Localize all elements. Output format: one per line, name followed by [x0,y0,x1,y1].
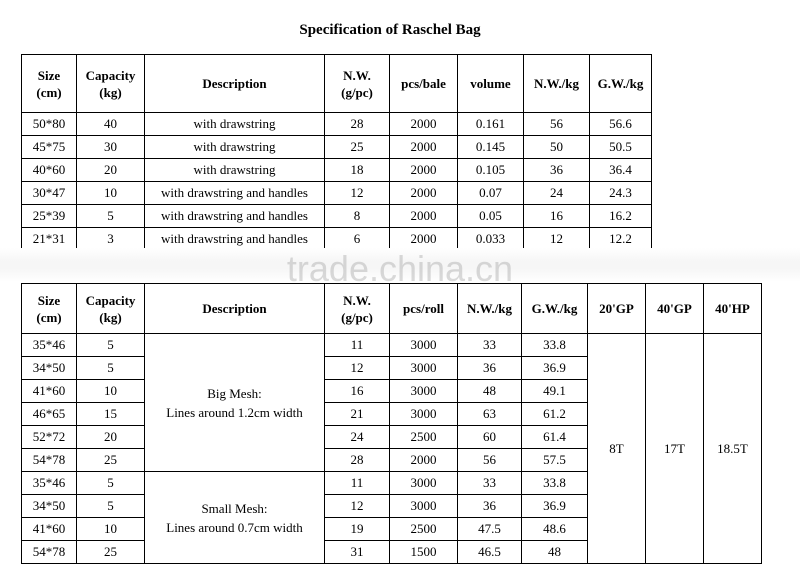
cell-net-weight: 28 [325,449,390,472]
cell-description: with drawstring [145,136,325,159]
cell-pcs: 2000 [390,136,458,159]
cell-nw-kg: 48 [458,380,522,403]
cell-size: 41*60 [22,380,77,403]
cell-capacity: 15 [77,403,145,426]
cell-size: 40*60 [22,159,77,182]
cell-capacity: 5 [77,472,145,495]
header-size: Size (cm) [22,55,77,113]
table-header-row [22,55,652,113]
watermark: trade.china.cn [286,248,514,289]
header-40hp: 40'HP [704,284,762,334]
page-title: Specification of Raschel Bag [299,22,481,38]
cell-gw-kg: 24.3 [590,182,652,205]
cell-pcs: 2500 [390,518,458,541]
cell-volume: 0.105 [458,159,524,182]
cell-pcs: 3000 [390,495,458,518]
cell-volume: 0.07 [458,182,524,205]
cell-capacity: 10 [77,518,145,541]
cell-description: with drawstring and handles [145,205,325,228]
cell-nw-kg: 47.5 [458,518,522,541]
cell-gw-kg: 61.2 [522,403,588,426]
cell-gw-kg: 33.8 [522,472,588,495]
cell-net-weight: 28 [325,113,390,136]
cell-nw-kg: 24 [524,182,590,205]
mesh-bag-spec-table [21,283,762,564]
header-capacity: Capacity (kg) [77,55,145,113]
cell-gw-kg: 48 [522,541,588,564]
cell-size: 35*46 [22,472,77,495]
cell-capacity: 5 [77,357,145,380]
header-description: Description [145,55,325,113]
cell-net-weight: 12 [325,182,390,205]
cell-nw-kg: 33 [458,334,522,357]
cell-capacity: 40 [77,113,145,136]
header-pcs-per-bale: pcs/bale [390,55,458,113]
cell-pcs: 2000 [390,449,458,472]
cell-gw-kg: 57.5 [522,449,588,472]
cell-gw-kg: 56.6 [590,113,652,136]
cell-pcs: 3000 [390,334,458,357]
table-row [22,113,652,136]
cell-nw-kg: 36 [458,357,522,380]
cell-net-weight: 19 [325,518,390,541]
cell-description: with drawstring and handles [145,182,325,205]
header-pcs-per-roll: pcs/roll [390,284,458,334]
cell-pcs: 2500 [390,426,458,449]
cell-capacity: 30 [77,136,145,159]
cell-description: with drawstring [145,159,325,182]
cell-net-weight: 6 [325,228,390,251]
cell-gw-kg: 50.5 [590,136,652,159]
mesh-type-label: Big Mesh: [207,385,262,401]
cell-40gp-load: 17T [646,334,704,564]
cell-description: with drawstring and handles [145,228,325,251]
cell-nw-kg: 50 [524,136,590,159]
cell-size: 54*78 [22,449,77,472]
cell-gw-kg: 36.4 [590,159,652,182]
table-row [22,136,652,159]
cell-pcs: 2000 [390,159,458,182]
header-capacity: Capacity (kg) [77,284,145,334]
cell-pcs: 3000 [390,357,458,380]
cell-pcs: 2000 [390,228,458,251]
cell-nw-kg: 63 [458,403,522,426]
cell-nw-kg: 46.5 [458,541,522,564]
cell-nw-kg: 60 [458,426,522,449]
cell-net-weight: 25 [325,136,390,159]
cell-size: 34*50 [22,495,77,518]
cell-nw-kg: 12 [524,228,590,251]
cell-capacity: 5 [77,205,145,228]
cell-net-weight: 12 [325,495,390,518]
cell-size: 34*50 [22,357,77,380]
header-size: Size (cm) [22,284,77,334]
cell-gw-kg: 61.4 [522,426,588,449]
cell-pcs: 1500 [390,541,458,564]
table-row [22,182,652,205]
header-20gp: 20'GP [588,284,646,334]
cell-gw-kg: 36.9 [522,357,588,380]
header-net-weight: N.W. (g/pc) [325,284,390,334]
cell-gw-kg: 16.2 [590,205,652,228]
header-nw-kg: N.W./kg [524,55,590,113]
cell-capacity: 10 [77,380,145,403]
cell-pcs: 2000 [390,205,458,228]
header-gw-kg: G.W./kg [590,55,652,113]
cell-20gp-load: 8T [588,334,646,564]
cell-size: 21*31 [22,228,77,251]
cell-pcs: 3000 [390,380,458,403]
cell-nw-kg: 36 [458,495,522,518]
cell-size: 50*80 [22,113,77,136]
cell-description: with drawstring [145,113,325,136]
table-header-row [22,284,762,334]
cell-nw-kg: 36 [524,159,590,182]
mesh-width-label: Lines around 1.2cm width [166,404,303,420]
cell-gw-kg: 12.2 [590,228,652,251]
header-40gp: 40'GP [646,284,704,334]
cell-capacity: 20 [77,426,145,449]
table-row [22,205,652,228]
cell-40hp-load: 18.5T [704,334,762,564]
header-net-weight: N.W. (g/pc) [325,55,390,113]
cell-big-mesh-description [145,334,325,472]
cell-nw-kg: 56 [458,449,522,472]
mesh-width-label: Lines around 0.7cm width [166,519,303,535]
cell-capacity: 25 [77,449,145,472]
cell-pcs: 2000 [390,182,458,205]
cell-size: 30*47 [22,182,77,205]
cell-pcs: 2000 [390,113,458,136]
cell-size: 52*72 [22,426,77,449]
cell-size: 25*39 [22,205,77,228]
cell-pcs: 3000 [390,403,458,426]
cell-net-weight: 8 [325,205,390,228]
cell-net-weight: 16 [325,380,390,403]
cell-small-mesh-description [145,472,325,564]
cell-nw-kg: 16 [524,205,590,228]
cell-capacity: 5 [77,495,145,518]
cell-size: 45*75 [22,136,77,159]
cell-gw-kg: 49.1 [522,380,588,403]
cell-nw-kg: 56 [524,113,590,136]
cell-volume: 0.05 [458,205,524,228]
cell-volume: 0.161 [458,113,524,136]
cell-pcs: 3000 [390,472,458,495]
header-nw-kg: N.W./kg [458,284,522,334]
cell-gw-kg: 48.6 [522,518,588,541]
cell-volume: 0.033 [458,228,524,251]
cell-volume: 0.145 [458,136,524,159]
cell-net-weight: 24 [325,426,390,449]
cell-gw-kg: 36.9 [522,495,588,518]
cell-size: 54*78 [22,541,77,564]
cell-gw-kg: 33.8 [522,334,588,357]
cell-net-weight: 12 [325,357,390,380]
cell-net-weight: 31 [325,541,390,564]
cell-capacity: 5 [77,334,145,357]
cell-capacity: 25 [77,541,145,564]
header-gw-kg: G.W./kg [522,284,588,334]
header-description: Description [145,284,325,334]
cell-capacity: 20 [77,159,145,182]
cell-size: 46*65 [22,403,77,426]
cell-size: 41*60 [22,518,77,541]
table-row [22,159,652,182]
cell-net-weight: 11 [325,334,390,357]
cell-capacity: 3 [77,228,145,251]
cell-net-weight: 18 [325,159,390,182]
table-row [22,334,762,357]
cell-size: 35*46 [22,334,77,357]
header-volume: volume [458,55,524,113]
mesh-type-label: Small Mesh: [201,500,268,516]
cell-net-weight: 21 [325,403,390,426]
cell-capacity: 10 [77,182,145,205]
cell-net-weight: 11 [325,472,390,495]
cell-nw-kg: 33 [458,472,522,495]
raschel-bag-spec-table [21,54,652,251]
